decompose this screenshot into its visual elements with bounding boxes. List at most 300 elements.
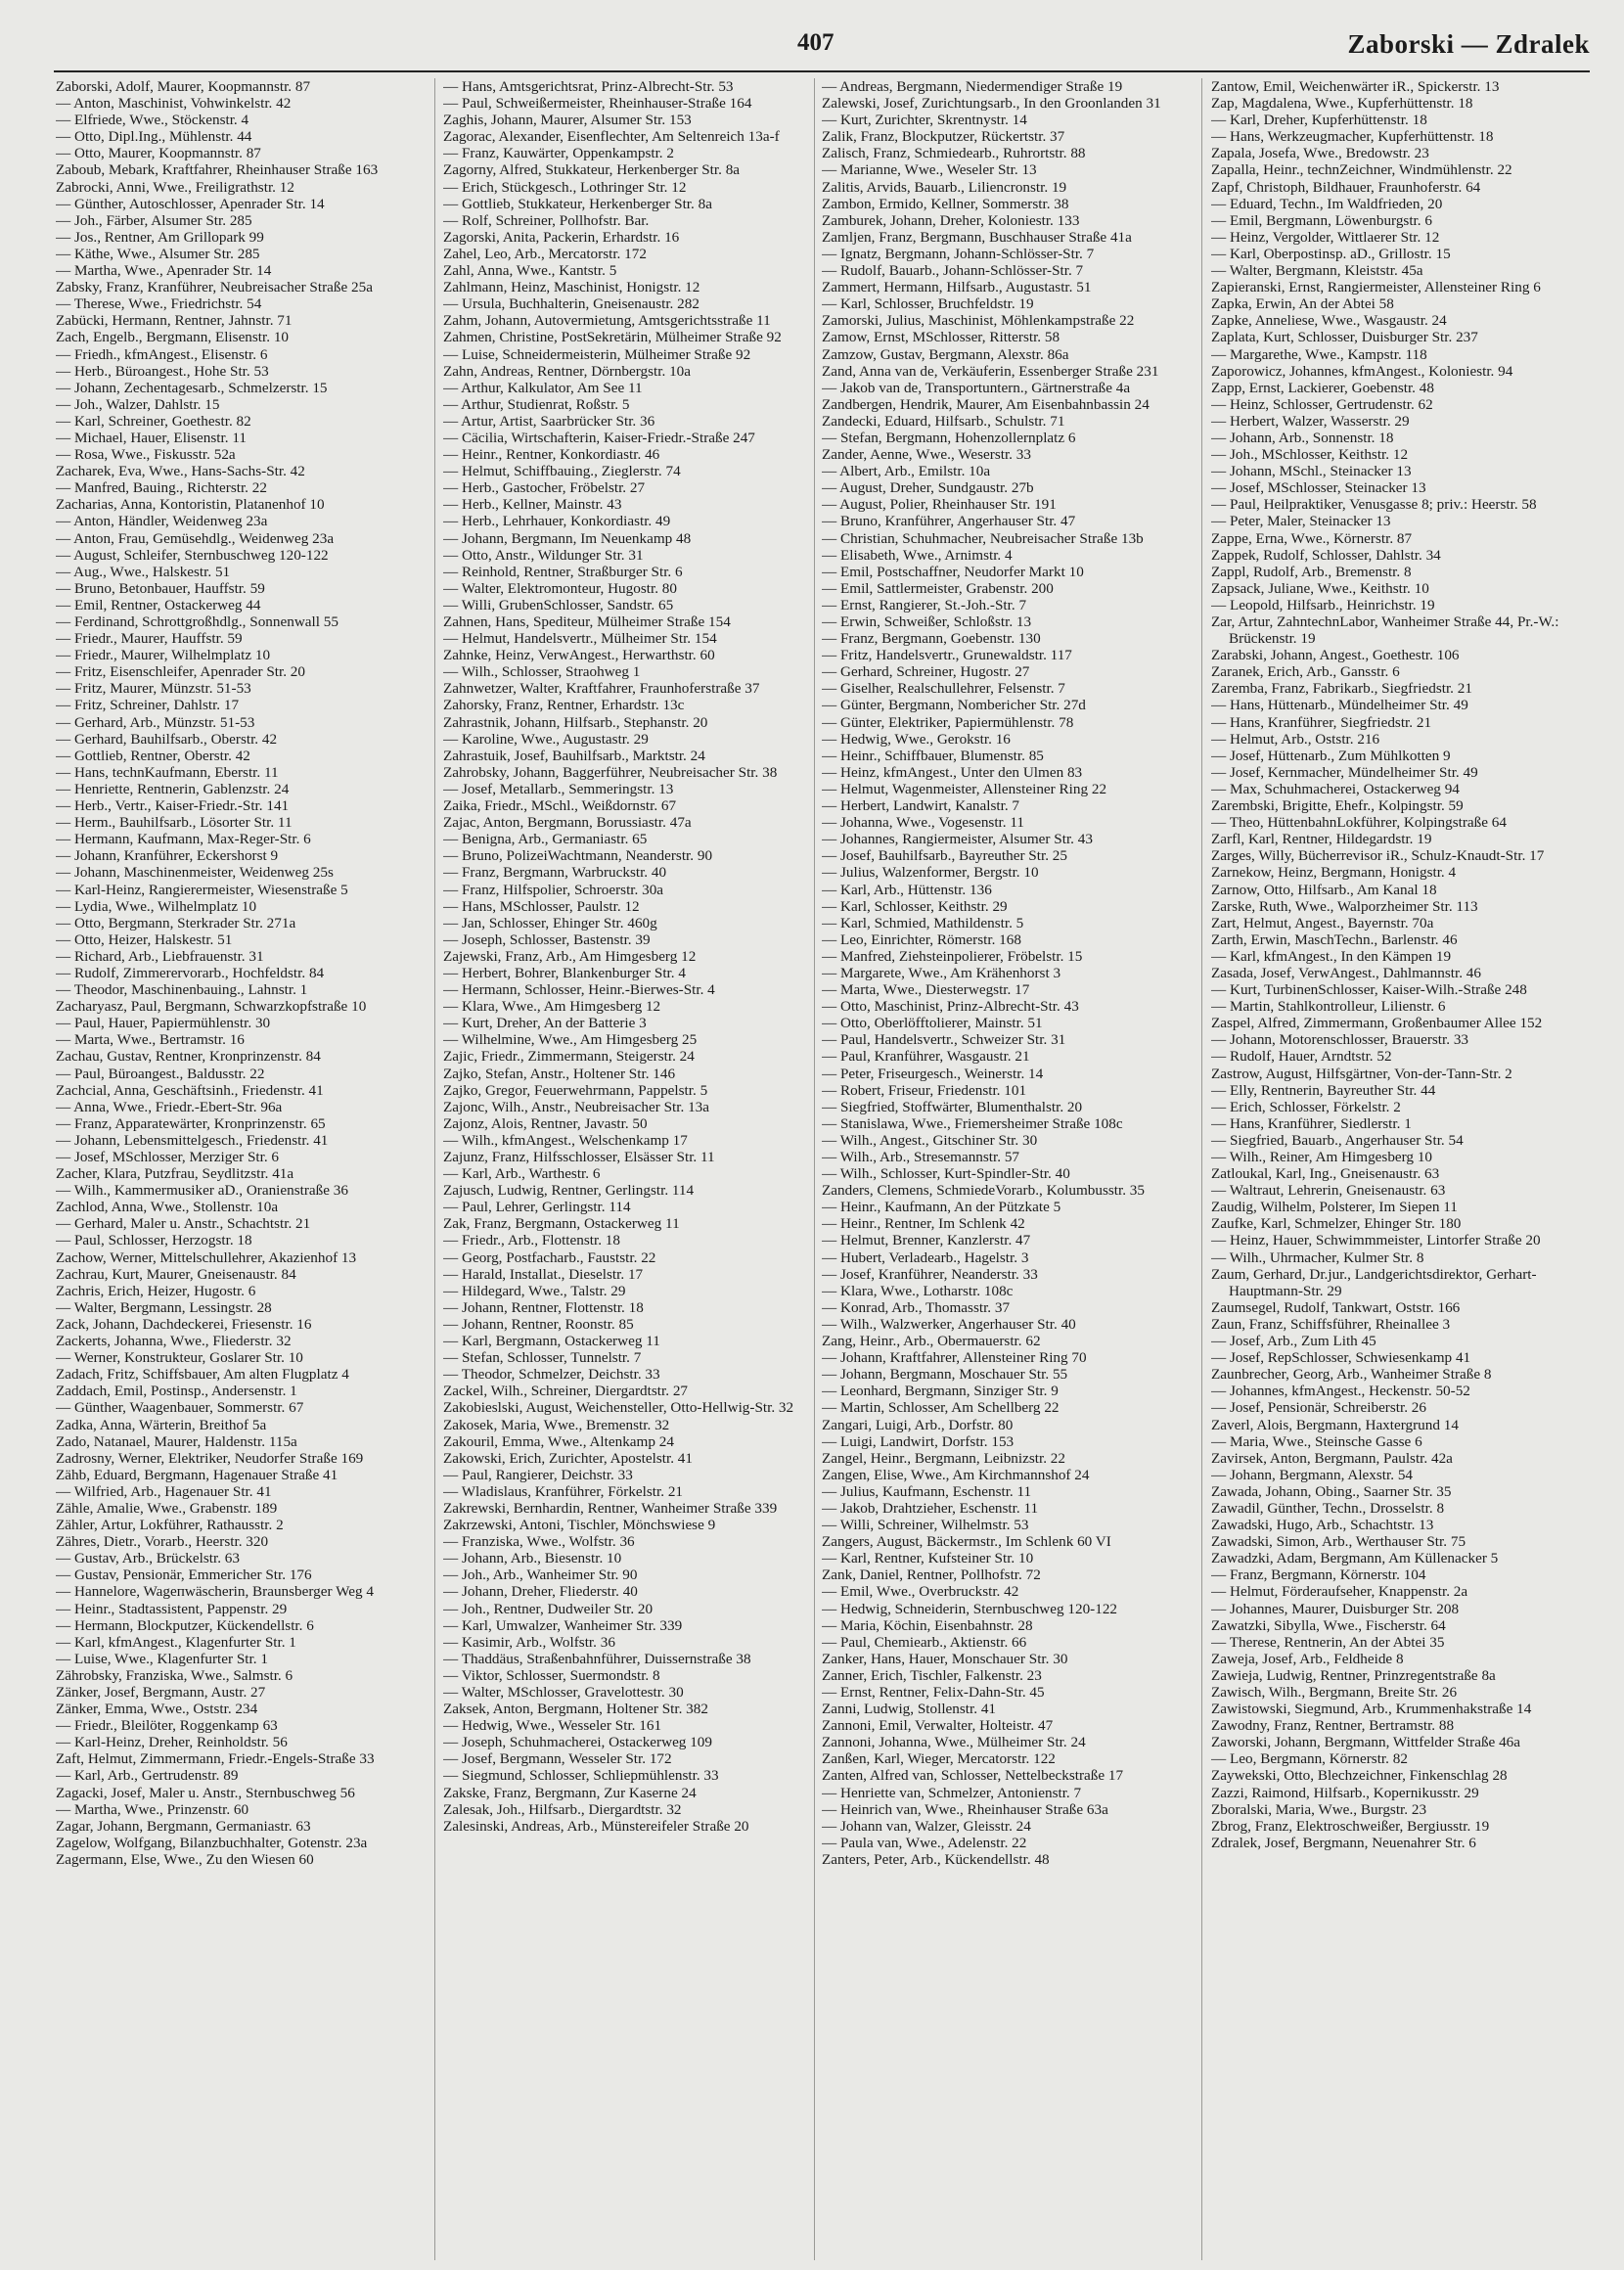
directory-entry: — Theo, HüttenbahnLokführer, Kolpingstraße 64	[1211, 814, 1507, 832]
directory-entry: — Gustav, Pensionär, Emmericher Str. 176	[56, 1566, 312, 1584]
directory-entry: — Otto, Heizer, Halskestr. 51	[56, 931, 233, 948]
directory-entry: Zakobieslski, August, Weichensteller, Otto-Hellwig-Str. 32	[443, 1399, 794, 1417]
directory-entry: — Maria, Wwe., Steinsche Gasse 6	[1211, 1432, 1422, 1450]
directory-entry: — Johann, MSchl., Steinacker 13	[1211, 463, 1412, 480]
directory-entry: Zawieja, Ludwig, Rentner, Prinzregentstraße 8a	[1211, 1666, 1496, 1684]
directory-entry: Zährobsky, Franziska, Wwe., Salmstr. 6	[56, 1666, 293, 1684]
directory-entry: — Walter, Elektromonteur, Hugostr. 80	[443, 579, 677, 597]
directory-entry: — Hermann, Kaufmann, Max-Reger-Str. 6	[56, 831, 311, 848]
directory-entry: Zaufke, Karl, Schmelzer, Ehinger Str. 180	[1211, 1215, 1462, 1233]
directory-entry: — Helmut, Förderaufseher, Knappenstr. 2a	[1211, 1583, 1468, 1601]
directory-entry: — Bruno, Kranführer, Angerhauser Str. 47	[822, 513, 1076, 530]
directory-entry: — Heinrich van, Wwe., Rheinhauser Straße 63a	[822, 1800, 1108, 1818]
directory-entry: — Jos., Rentner, Am Grillopark 99	[56, 228, 264, 246]
directory-entry: — Elly, Rentnerin, Bayreuther Str. 44	[1211, 1081, 1436, 1099]
directory-entry: — Karl, Arb., Hüttenstr. 136	[822, 881, 992, 898]
directory-entry: — Kurt, TurbinenSchlosser, Kaiser-Wilh.-Straße 248	[1211, 981, 1527, 999]
directory-entry: — Anton, Händler, Weidenweg 23a	[56, 513, 268, 530]
directory-entry: Zach, Engelb., Bergmann, Elisenstr. 10	[56, 329, 290, 346]
directory-entry: Zähle, Amalie, Wwe., Grabenstr. 189	[56, 1499, 278, 1517]
directory-entry: Zajonz, Alois, Rentner, Javastr. 50	[443, 1114, 648, 1132]
directory-entry: Zagorski, Anita, Packerin, Erhardstr. 16	[443, 228, 680, 246]
directory-entry: Zart, Helmut, Angest., Bayernstr. 70a	[1211, 914, 1434, 931]
directory-entry: — Hans, Kranführer, Siegfriedstr. 21	[1211, 713, 1432, 731]
directory-entry: — Josef, Metallarb., Semmeringstr. 13	[443, 780, 674, 797]
directory-entry: — Herb., Gastocher, Fröbelstr. 27	[443, 479, 646, 497]
directory-entry: — Erwin, Schweißer, Schloßstr. 13	[822, 613, 1032, 630]
directory-entry: — Kurt, Dreher, An der Batterie 3	[443, 1015, 647, 1032]
directory-entry: Zagacki, Josef, Maler u. Anstr., Sternbuschweg 56	[56, 1784, 355, 1801]
directory-entry: Zalisch, Franz, Schmiedearb., Ruhrortstr. 88	[822, 145, 1086, 162]
directory-entry: Zarges, Willy, Bücherrevisor iR., Schulz-Knaudt-Str. 17	[1211, 847, 1545, 865]
directory-entry: — Heinz, Vergolder, Wittlaerer Str. 12	[1211, 228, 1440, 246]
directory-entry: — Johannes, kfmAngest., Heckenstr. 50-52	[1211, 1383, 1470, 1400]
directory-entry: — Artur, Artist, Saarbrücker Str. 36	[443, 412, 655, 430]
directory-entry: Zajko, Gregor, Feuerwehrmann, Pappelstr. 5	[443, 1081, 708, 1099]
directory-entry: — Bruno, Betonbauer, Hauffstr. 59	[56, 579, 265, 597]
directory-entry: — Martha, Wwe., Prinzenstr. 60	[56, 1800, 249, 1818]
directory-entry: Zamorski, Julius, Maschinist, Möhlenkampstraße 22	[822, 312, 1135, 330]
directory-entry: — Wilh., Schlosser, Straohweg 1	[443, 663, 641, 681]
directory-entry: Zantow, Emil, Weichenwärter iR., Spickerstr. 13	[1211, 78, 1500, 95]
directory-entry: Zaddach, Emil, Postinsp., Andersenstr. 1	[56, 1383, 297, 1400]
directory-entry: Zahl, Anna, Wwe., Kantstr. 5	[443, 262, 617, 280]
directory-entry: Zanner, Erich, Tischler, Falkenstr. 23	[822, 1666, 1042, 1684]
directory-entry: Zaweja, Josef, Arb., Feldheide 8	[1211, 1650, 1404, 1667]
directory-entry: Zalesinski, Andreas, Arb., Münstereifeler Straße 20	[443, 1817, 749, 1835]
directory-entry: — Helmut, Wagenmeister, Allensteiner Ring 22	[822, 780, 1107, 797]
directory-entry: — Franz, Hilfspolier, Schroerstr. 30a	[443, 881, 664, 898]
directory-entry: — Otto, Dipl.Ing., Mühlenstr. 44	[56, 128, 252, 146]
page-number: 407	[797, 29, 835, 56]
directory-entry: — Stanislawa, Wwe., Friemersheimer Straße 108c	[822, 1114, 1123, 1132]
directory-entry: Zawatzki, Sibylla, Wwe., Fischerstr. 64	[1211, 1616, 1446, 1634]
directory-entry: Zangari, Luigi, Arb., Dorfstr. 80	[822, 1416, 1014, 1433]
directory-entry: — Paula van, Wwe., Adelenstr. 22	[822, 1834, 1027, 1851]
column-3	[822, 78, 1208, 2260]
directory-entry: Zajic, Friedr., Zimmermann, Steigerstr. 24	[443, 1048, 695, 1066]
directory-entry: Zar, Artur, ZahntechnLabor, Wanheimer Straße 44, Pr.-W.: Brückenstr. 19	[1211, 613, 1559, 648]
directory-entry: Zajonc, Wilh., Anstr., Neubreisacher Str. 13a	[443, 1098, 710, 1115]
directory-entry: — Benigna, Arb., Germaniastr. 65	[443, 831, 648, 848]
directory-entry: Zarske, Ruth, Wwe., Walporzheimer Str. 113	[1211, 897, 1478, 915]
directory-entry: Zamow, Ernst, MSchlosser, Ritterstr. 58	[822, 329, 1060, 346]
directory-entry: Zamzow, Gustav, Bergmann, Alexstr. 86a	[822, 345, 1069, 363]
column-divider	[1201, 78, 1202, 2260]
directory-entry: Zapsack, Juliane, Wwe., Keithstr. 10	[1211, 579, 1429, 597]
directory-entry: — Emil, Rentner, Ostackerweg 44	[56, 596, 261, 613]
directory-entry: — Jakob van de, Transportuntern., Gärtnerstraße 4a	[822, 379, 1131, 396]
directory-entry: Zaporowicz, Johannes, kfmAngest., Koloniestr. 94	[1211, 362, 1513, 380]
directory-entry: Zahlmann, Heinz, Maschinist, Honigstr. 12	[443, 279, 700, 296]
directory-entry: — Siegfried, Bauarb., Angerhauser Str. 54	[1211, 1131, 1464, 1149]
directory-entry: Zambon, Ermido, Kellner, Sommerstr. 38	[822, 195, 1069, 212]
directory-entry: — Friedh., kfmAngest., Elisenstr. 6	[56, 345, 268, 363]
directory-entry: Zasada, Josef, VerwAngest., Dahlmannstr. 46	[1211, 964, 1481, 981]
directory-entry: Zank, Daniel, Rentner, Pollhofstr. 72	[822, 1566, 1041, 1584]
directory-entry: Zahmen, Christine, PostSekretärin, Mülheimer Straße 92	[443, 329, 782, 346]
directory-entry: Zanders, Clemens, SchmiedeVorarb., Kolumbusstr. 35	[822, 1182, 1145, 1200]
directory-entry: — Paul, Büroangest., Baldusstr. 22	[56, 1065, 265, 1082]
directory-entry: — Wilfried, Arb., Hagenauer Str. 41	[56, 1482, 272, 1500]
directory-entry: — Anna, Wwe., Friedr.-Ebert-Str. 96a	[56, 1098, 283, 1115]
directory-entry: Zaywekski, Otto, Blechzeichner, Finkenschlag 28	[1211, 1767, 1508, 1785]
directory-entry: Zajewski, Franz, Arb., Am Himgesberg 12	[443, 947, 697, 965]
directory-entry: — Wilh., Reiner, Am Himgesberg 10	[1211, 1149, 1433, 1165]
directory-entry: — Johann, Bergmann, Im Neuenkamp 48	[443, 529, 692, 547]
directory-entry: Zahorsky, Franz, Rentner, Erhardstr. 13c	[443, 697, 685, 714]
directory-entry: — Cäcilia, Wirtschafterin, Kaiser-Friedr.-Straße 247	[443, 429, 755, 446]
directory-entry: — Johann, Dreher, Fliederstr. 40	[443, 1583, 638, 1601]
directory-entry: — Günter, Bergmann, Nombericher Str. 27d	[822, 697, 1086, 714]
directory-entry: — Johann, Kraftfahrer, Allensteiner Ring 70	[822, 1349, 1087, 1367]
directory-entry: — Franz, Bergmann, Goebenstr. 130	[822, 630, 1041, 648]
directory-entry: — Herb., Lehrhauer, Konkordiastr. 49	[443, 513, 671, 530]
directory-entry: — Wilh., Schlosser, Kurt-Spindler-Str. 40	[822, 1165, 1070, 1183]
directory-entry: Zahnke, Heinz, VerwAngest., Herwarthstr. 60	[443, 647, 715, 664]
directory-entry: — Gerhard, Bauhilfsarb., Oberstr. 42	[56, 730, 278, 748]
directory-entry: — Karl, Arb., Warthestr. 6	[443, 1165, 601, 1183]
directory-entry: Zaverl, Alois, Bergmann, Haxtergrund 14	[1211, 1416, 1459, 1433]
directory-entry: — Lydia, Wwe., Wilhelmplatz 10	[56, 897, 257, 915]
directory-entry: — Paul, Hauer, Papiermühlenstr. 30	[56, 1015, 271, 1032]
directory-entry: Zaft, Helmut, Zimmermann, Friedr.-Engels-Straße 33	[56, 1750, 375, 1768]
directory-entry: Zaika, Friedr., MSchl., Weißdornstr. 67	[443, 797, 677, 815]
column-2	[443, 78, 830, 2260]
directory-entry: Zangel, Heinr., Bergmann, Leibnizstr. 22	[822, 1449, 1065, 1467]
directory-entry: — Aug., Wwe., Halskestr. 51	[56, 563, 231, 580]
directory-entry: Zatloukal, Karl, Ing., Gneisenaustr. 63	[1211, 1165, 1440, 1183]
directory-entry: — Josef, Kernmacher, Mündelheimer Str. 49	[1211, 763, 1478, 781]
directory-entry: — Günther, Waagenbauer, Sommerstr. 67	[56, 1399, 304, 1417]
directory-entry: — Franziska, Wwe., Wolfstr. 36	[443, 1533, 635, 1551]
directory-entry: — Hubert, Verladearb., Hagelstr. 3	[822, 1248, 1029, 1266]
directory-entry: Zanni, Ludwig, Stollenstr. 41	[822, 1701, 997, 1718]
directory-entry: — Karl, kfmAngest., In den Kämpen 19	[1211, 947, 1452, 965]
directory-entry: — Karl, Schreiner, Goethestr. 82	[56, 412, 251, 430]
directory-entry: — Karl, Bergmann, Ostackerweg 11	[443, 1333, 660, 1350]
directory-entry: Zahrastuik, Josef, Bauhilfsarb., Marktstr. 24	[443, 747, 705, 764]
directory-entry: — Henriette, Rentnerin, Gablenzstr. 24	[56, 780, 290, 797]
directory-entry: — Günther, Autoschlosser, Apenrader Str. 14	[56, 195, 325, 212]
directory-entry: — Friedr., Maurer, Wilhelmplatz 10	[56, 647, 271, 664]
directory-entry: — Hans, Hüttenarb., Mündelheimer Str. 49	[1211, 697, 1468, 714]
directory-entry: — Manfred, Bauing., Richterstr. 22	[56, 479, 267, 497]
directory-entry: — Hedwig, Wwe., Gerokstr. 16	[822, 730, 1011, 748]
directory-entry: — Max, Schuhmacherei, Ostackerweg 94	[1211, 780, 1460, 797]
directory-entry: — Walter, Bergmann, Kleiststr. 45a	[1211, 262, 1423, 280]
directory-entry: — Wilh., kfmAngest., Welschenkamp 17	[443, 1131, 688, 1149]
directory-entry: Zammert, Hermann, Hilfsarb., Augustastr. 51	[822, 279, 1092, 296]
directory-entry: — Joseph, Schlosser, Bastenstr. 39	[443, 931, 651, 948]
directory-entry: — August, Polier, Rheinhauser Str. 191	[822, 496, 1057, 514]
directory-entry: Zandecki, Eduard, Hilfsarb., Schulstr. 71	[822, 412, 1065, 430]
directory-entry: — Jan, Schlosser, Ehinger Str. 460g	[443, 914, 657, 931]
directory-entry: — Johann, Bergmann, Moschauer Str. 55	[822, 1366, 1068, 1384]
directory-entry: — Paul, Chemiearb., Aktienstr. 66	[822, 1633, 1027, 1651]
directory-entry: Zachau, Gustav, Rentner, Kronprinzenstr. 84	[56, 1048, 321, 1066]
directory-entry: — Waltraut, Lehrerin, Gneisenaustr. 63	[1211, 1182, 1446, 1200]
directory-entry: — Walter, MSchlosser, Gravelottestr. 30	[443, 1684, 684, 1701]
directory-entry: Zacharias, Anna, Kontoristin, Platanenhof 10	[56, 496, 325, 514]
directory-entry: — Hans, Kranführer, Siedlerstr. 1	[1211, 1114, 1412, 1132]
directory-entry: Zangen, Elise, Wwe., Am Kirchmannshof 24	[822, 1466, 1090, 1483]
directory-entry: Zabrocki, Anni, Wwe., Freiligrathstr. 12	[56, 178, 294, 196]
directory-entry: — Joh., MSchlosser, Keithstr. 12	[1211, 446, 1409, 464]
directory-entry: — Otto, Oberlöfftolierer, Mainstr. 51	[822, 1015, 1043, 1032]
directory-entry: Zawadzki, Adam, Bergmann, Am Küllenacker 5	[1211, 1550, 1499, 1567]
directory-entry: Zanker, Hans, Hauer, Monschauer Str. 30	[822, 1650, 1068, 1667]
directory-entry: — Anton, Maschinist, Vohwinkelstr. 42	[56, 95, 292, 113]
directory-entry: Zackel, Wilh., Schreiner, Diergardtstr. 27	[443, 1383, 689, 1400]
directory-entry: Zazzi, Raimond, Hilfsarb., Kopernikusstr. 29	[1211, 1784, 1479, 1801]
directory-entry: — Karl, Umwalzer, Wanheimer Str. 339	[443, 1616, 683, 1634]
directory-entry: — Karl, kfmAngest., Klagenfurter Str. 1	[56, 1633, 296, 1651]
directory-entry: — Hans, Amtsgerichtsrat, Prinz-Albrecht-Str. 53	[443, 78, 734, 95]
directory-entry: Zakosek, Maria, Wwe., Bremenstr. 32	[443, 1416, 670, 1433]
directory-entry: — Therese, Wwe., Friedrichstr. 54	[56, 295, 262, 313]
directory-entry: — Willi, Schreiner, Wilhelmstr. 53	[822, 1517, 1029, 1534]
directory-entry: — Martin, Schlosser, Am Schellberg 22	[822, 1399, 1060, 1417]
directory-entry: — Helmut, Arb., Oststr. 216	[1211, 730, 1380, 748]
directory-entry: — Paul, Lehrer, Gerlingstr. 114	[443, 1199, 631, 1216]
directory-entry: — Gerhard, Maler u. Anstr., Schachtstr. 21	[56, 1215, 311, 1233]
directory-entry: Zabücki, Hermann, Rentner, Jahnstr. 71	[56, 312, 293, 330]
directory-entry: Zapieranski, Ernst, Rangiermeister, Allensteiner Ring 6	[1211, 279, 1541, 296]
directory-entry: — Otto, Anstr., Wildunger Str. 31	[443, 546, 644, 564]
directory-entry: — Emil, Sattlermeister, Grabenstr. 200	[822, 579, 1054, 597]
column-divider	[434, 78, 435, 2260]
directory-entry: — Herbert, Landwirt, Kanalstr. 7	[822, 797, 1020, 815]
directory-entry: — Franz, Apparatewärter, Kronprinzenstr. 65	[56, 1114, 326, 1132]
directory-entry: Zboralski, Maria, Wwe., Burgstr. 23	[1211, 1800, 1427, 1818]
directory-entry: — Henriette van, Schmelzer, Antonienstr. 7	[822, 1784, 1082, 1801]
directory-entry: — Hans, Werkzeugmacher, Kupferhüttenstr. 18	[1211, 128, 1494, 146]
directory-entry: — Siegmund, Schlosser, Schliepmühlenstr. 33	[443, 1767, 719, 1785]
directory-entry: Zapka, Erwin, An der Abtei 58	[1211, 295, 1394, 313]
column-divider	[814, 78, 815, 2260]
directory-entry: — Hans, technKaufmann, Eberstr. 11	[56, 763, 279, 781]
directory-entry: Zastrow, August, Hilfsgärtner, Von-der-Tann-Str. 2	[1211, 1065, 1512, 1082]
directory-entry: Zakrzewski, Antoni, Tischler, Mönchswiese 9	[443, 1517, 716, 1534]
directory-entry: Zaworski, Johann, Bergmann, Wittfelder Straße 46a	[1211, 1734, 1520, 1751]
directory-entry: — Marta, Wwe., Diesterwegstr. 17	[822, 981, 1030, 999]
directory-entry: — Thaddäus, Straßenbahnführer, Duissernstraße 38	[443, 1650, 751, 1667]
directory-entry: — Franz, Kauwärter, Oppenkampstr. 2	[443, 145, 674, 162]
directory-entry: — Otto, Maschinist, Prinz-Albrecht-Str. 43	[822, 998, 1079, 1016]
directory-entry: — Heinr., Stadtassistent, Pappenstr. 29	[56, 1600, 288, 1617]
directory-entry: — Wilh., Uhrmacher, Kulmer Str. 8	[1211, 1248, 1424, 1266]
directory-entry: — Johann, Bergmann, Alexstr. 54	[1211, 1466, 1414, 1483]
directory-entry: Zagermann, Else, Wwe., Zu den Wiesen 60	[56, 1850, 314, 1868]
directory-entry: — Heinr., Kaufmann, An der Pützkate 5	[822, 1199, 1061, 1216]
directory-entry: — Günter, Elektriker, Papiermühlenstr. 78	[822, 713, 1074, 731]
directory-entry: Zang, Heinr., Arb., Obermauerstr. 62	[822, 1333, 1041, 1350]
directory-entry: — Ursula, Buchhalterin, Gneisenaustr. 282	[443, 295, 699, 313]
directory-entry: Zawisch, Wilh., Bergmann, Breite Str. 26	[1211, 1684, 1458, 1701]
directory-entry: Zaksek, Anton, Bergmann, Holtener Str. 382	[443, 1701, 708, 1718]
directory-entry: — Leonhard, Bergmann, Sinziger Str. 9	[822, 1383, 1059, 1400]
directory-entry: — Joh., Walzer, Dahlstr. 15	[56, 395, 220, 413]
directory-entry: — Josef, Arb., Zum Lith 45	[1211, 1333, 1376, 1350]
directory-entry: — Herm., Bauhilfsarb., Lösorter Str. 11	[56, 814, 293, 832]
column-1	[56, 78, 442, 2260]
directory-entry: — Wilh., Walzwerker, Angerhauser Str. 40	[822, 1315, 1076, 1333]
directory-entry: — Margarethe, Wwe., Kampstr. 118	[1211, 345, 1427, 363]
directory-entry: — Arthur, Kalkulator, Am See 11	[443, 379, 643, 396]
directory-entry: — Fritz, Schreiner, Dahlstr. 17	[56, 697, 240, 714]
directory-entry: — Willi, GrubenSchlosser, Sandstr. 65	[443, 596, 674, 613]
directory-entry: Zalewski, Josef, Zurichtungsarb., In den Groonlanden 31	[822, 95, 1161, 113]
directory-entry: Zander, Aenne, Wwe., Weserstr. 33	[822, 446, 1031, 464]
directory-entry: Zajko, Stefan, Anstr., Holtener Str. 146	[443, 1065, 676, 1082]
directory-entry: — Theodor, Maschinenbauing., Lahnstr. 1	[56, 981, 308, 999]
directory-entry: Zadach, Fritz, Schiffsbauer, Am alten Flugplatz 4	[56, 1366, 349, 1384]
directory-entry: Zahm, Johann, Autovermietung, Amtsgerichtsstraße 11	[443, 312, 771, 330]
directory-entry: — Elfriede, Wwe., Stöckenstr. 4	[56, 112, 249, 129]
directory-entry: Zamburek, Johann, Dreher, Koloniestr. 133	[822, 211, 1080, 229]
directory-entry: — Josef, Kranführer, Neanderstr. 33	[822, 1265, 1038, 1283]
directory-entry: — Luise, Schneidermeisterin, Mülheimer Straße 92	[443, 345, 751, 363]
directory-entry: — Johann, Rentner, Flottenstr. 18	[443, 1298, 644, 1316]
directory-entry: Zapp, Ernst, Lackierer, Goebenstr. 48	[1211, 379, 1434, 396]
directory-entry: Zapalla, Heinr., technZeichner, Windmühlenstr. 22	[1211, 161, 1512, 179]
directory-entry: — Friedr., Bleilöter, Roggenkamp 63	[56, 1717, 278, 1735]
directory-entry: Zawistowski, Siegmund, Arb., Krummenhakstraße 14	[1211, 1701, 1532, 1718]
directory-entry: Zangers, August, Bäckermstr., Im Schlenk 60 VI	[822, 1533, 1111, 1551]
directory-entry: — Karl, Schlosser, Keithstr. 29	[822, 897, 1008, 915]
directory-entry: — Johann, Rentner, Roonstr. 85	[443, 1315, 634, 1333]
directory-entry: — Konrad, Arb., Thomasstr. 37	[822, 1298, 1011, 1316]
directory-entry: Zachow, Werner, Mittelschullehrer, Akazienhof 13	[56, 1248, 357, 1266]
directory-entry: Zack, Johann, Dachdeckerei, Friesenstr. 16	[56, 1315, 312, 1333]
directory-entry: Zap, Magdalena, Wwe., Kupferhüttenstr. 18	[1211, 95, 1473, 113]
directory-entry: — Martin, Stahlkontrolleur, Lilienstr. 6	[1211, 998, 1446, 1016]
directory-entry: — Hedwig, Schneiderin, Sternbuschweg 120-122	[822, 1600, 1118, 1617]
directory-entry: — Johann, Motorenschlosser, Brauerstr. 33	[1211, 1031, 1469, 1049]
directory-entry: Zachrau, Kurt, Maurer, Gneisenaustr. 84	[56, 1265, 296, 1283]
directory-entry: — Josef, Bergmann, Wesseler Str. 172	[443, 1750, 672, 1768]
directory-entry: — Josef, MSchlosser, Steinacker 13	[1211, 479, 1426, 497]
directory-entry: — Josef, Pensionär, Schreiberstr. 26	[1211, 1399, 1426, 1417]
directory-entry: Zachcial, Anna, Geschäftsinh., Friedenstr. 41	[56, 1081, 324, 1099]
directory-entry: — Martha, Wwe., Apenrader Str. 14	[56, 262, 272, 280]
directory-entry: — Otto, Maurer, Koopmannstr. 87	[56, 145, 261, 162]
directory-entry: Zapke, Anneliese, Wwe., Wasgaustr. 24	[1211, 312, 1447, 330]
directory-entry: — Helmut, Handelsvertr., Mülheimer Str. 154	[443, 630, 717, 648]
directory-entry: — Gerhard, Schreiner, Hugostr. 27	[822, 663, 1030, 681]
directory-entry: — Georg, Postfacharb., Fauststr. 22	[443, 1248, 656, 1266]
directory-entry: — Fritz, Maurer, Münzstr. 51-53	[56, 680, 251, 698]
directory-entry: — Marta, Wwe., Bertramstr. 16	[56, 1031, 245, 1049]
directory-entry: Zahnen, Hans, Spediteur, Mülheimer Straße 154	[443, 613, 731, 630]
directory-entry: Zagelow, Wolfgang, Bilanzbuchhalter, Gotenstr. 23a	[56, 1834, 368, 1851]
directory-entry: — Julius, Walzenformer, Bergstr. 10	[822, 864, 1039, 882]
directory-entry: Zaumsegel, Rudolf, Tankwart, Oststr. 166	[1211, 1298, 1461, 1316]
directory-entry: — Peter, Friseurgesch., Weinerstr. 14	[822, 1065, 1044, 1082]
directory-entry: Zahel, Leo, Arb., Mercatorstr. 172	[443, 245, 647, 262]
directory-entry: — Wladislaus, Kranführer, Förkelstr. 21	[443, 1482, 684, 1500]
directory-entry: Zajusch, Ludwig, Rentner, Gerlingstr. 114	[443, 1182, 695, 1200]
directory-entry: Zähres, Dietr., Vorarb., Heerstr. 320	[56, 1533, 269, 1551]
directory-entry: — Karl, Dreher, Kupferhüttenstr. 18	[1211, 112, 1427, 129]
directory-entry: — Friedr., Maurer, Hauffstr. 59	[56, 630, 243, 648]
directory-entry: — Luigi, Landwirt, Dorfstr. 153	[822, 1432, 1015, 1450]
directory-entry: — Heinr., Rentner, Konkordiastr. 46	[443, 446, 660, 464]
directory-entry: Zagar, Johann, Bergmann, Germaniastr. 63	[56, 1817, 311, 1835]
directory-entry: — Hildegard, Wwe., Talstr. 29	[443, 1282, 626, 1299]
directory-entry: — Therese, Rentnerin, An der Abtei 35	[1211, 1633, 1445, 1651]
directory-entry: — Hans, MSchlosser, Paulstr. 12	[443, 897, 640, 915]
directory-entry: Zawada, Johann, Obing., Saarner Str. 35	[1211, 1482, 1452, 1500]
directory-entry: — Joh., Färber, Alsumer Str. 285	[56, 211, 252, 229]
directory-entry: Zaboub, Mebark, Kraftfahrer, Rheinhauser Straße 163	[56, 161, 379, 179]
directory-entry: — Paul, Handelsvertr., Schweizer Str. 31	[822, 1031, 1066, 1049]
directory-entry: — Helmut, Brenner, Kanzlerstr. 47	[822, 1232, 1031, 1249]
directory-entry: — Franz, Bergmann, Körnerstr. 104	[1211, 1566, 1426, 1584]
directory-entry: Zarnekow, Heinz, Bergmann, Honigstr. 4	[1211, 864, 1457, 882]
directory-entry: — Käthe, Wwe., Alsumer Str. 285	[56, 245, 260, 262]
directory-entry: — Michael, Hauer, Elisenstr. 11	[56, 429, 247, 446]
directory-entry: — Hermann, Blockputzer, Kückendellstr. 6	[56, 1616, 314, 1634]
directory-entry: — Andreas, Bergmann, Niedermendiger Straße 19	[822, 78, 1123, 95]
directory-entry: — Stefan, Schlosser, Tunnelstr. 7	[443, 1349, 642, 1367]
directory-entry: — Heinr., Rentner, Im Schlenk 42	[822, 1215, 1025, 1233]
directory-entry: — Fritz, Handelsvertr., Grunewaldstr. 117	[822, 647, 1072, 664]
directory-entry: — Theodor, Schmelzer, Deichstr. 33	[443, 1366, 660, 1384]
directory-entry: — Joseph, Schuhmacherei, Ostackerweg 109	[443, 1734, 712, 1751]
directory-entry: Zaunbrecher, Georg, Arb., Wanheimer Straße 8	[1211, 1366, 1492, 1384]
directory-entry: — Klara, Wwe., Lotharstr. 108c	[822, 1282, 1014, 1299]
directory-entry: Zalik, Franz, Blockputzer, Rückertstr. 37	[822, 128, 1065, 146]
directory-entry: Zarfl, Karl, Rentner, Hildegardstr. 19	[1211, 831, 1432, 848]
directory-entry: — Johann, Arb., Sonnenstr. 18	[1211, 429, 1394, 446]
directory-entry: — Heinz, Schlosser, Gertrudenstr. 62	[1211, 395, 1433, 413]
directory-entry: — Johann van, Walzer, Gleisstr. 24	[822, 1817, 1031, 1835]
directory-entry: — Paul, Heilpraktiker, Venusgasse 8; priv.: Heerstr. 58	[1211, 496, 1537, 514]
directory-entry: — Stefan, Bergmann, Hohenzollernplatz 6	[822, 429, 1076, 446]
directory-entry: — Giselher, Realschullehrer, Felsenstr. 7	[822, 680, 1065, 698]
directory-entry: Zdralek, Josef, Bergmann, Neuenahrer Str. 6	[1211, 1834, 1476, 1851]
directory-entry: — Johann, Maschinenmeister, Weidenweg 25s	[56, 864, 334, 882]
directory-entry: — Josef, Hüttenarb., Zum Mühlkotten 9	[1211, 747, 1451, 764]
directory-entry: — Erich, Schlosser, Förkelstr. 2	[1211, 1098, 1401, 1115]
directory-entry: Zaun, Franz, Schiffsführer, Rheinallee 3	[1211, 1315, 1451, 1333]
directory-entry: Zanßen, Karl, Wieger, Mercatorstr. 122	[822, 1750, 1056, 1768]
directory-entry: — Peter, Maler, Steinacker 13	[1211, 513, 1391, 530]
directory-entry: — Hermann, Schlosser, Heinr.-Bierwes-Str. 4	[443, 981, 715, 999]
directory-entry: Zak, Franz, Bergmann, Ostackerweg 11	[443, 1215, 680, 1233]
directory-entry: — Emil, Wwe., Overbruckstr. 42	[822, 1583, 1019, 1601]
directory-entry: — Gustav, Arb., Brückelstr. 63	[56, 1550, 240, 1567]
directory-entry: — Kasimir, Arb., Wolfstr. 36	[443, 1633, 615, 1651]
directory-entry: Zaghis, Johann, Maurer, Alsumer Str. 153	[443, 112, 692, 129]
directory-entry: — Johannes, Maurer, Duisburger Str. 208	[1211, 1600, 1460, 1617]
directory-entry: Zakrewski, Bernhardin, Rentner, Wanheimer Straße 339	[443, 1499, 778, 1517]
directory-entry: Zannoni, Emil, Verwalter, Holteistr. 47	[822, 1717, 1054, 1735]
directory-entry: — Josef, MSchlosser, Merziger Str. 6	[56, 1149, 280, 1165]
directory-entry: Zakske, Franz, Bergmann, Zur Kaserne 24	[443, 1784, 697, 1801]
directory-entry: — Heinz, kfmAngest., Unter den Ulmen 83	[822, 763, 1083, 781]
directory-entry: — Johann, Lebensmittelgesch., Friedenstr. 41	[56, 1131, 329, 1149]
directory-entry: Zadka, Anna, Wärterin, Breithof 5a	[56, 1416, 267, 1433]
directory-entry: Zappe, Erna, Wwe., Körnerstr. 87	[1211, 529, 1413, 547]
directory-entry: Zachris, Erich, Heizer, Hugostr. 6	[56, 1282, 256, 1299]
directory-entry: Zahrobsky, Johann, Baggerführer, Neubreisacher Str. 38	[443, 763, 778, 781]
directory-entry: — Herbert, Bohrer, Blankenburger Str. 4	[443, 964, 686, 981]
directory-entry: Zahrastnik, Johann, Hilfsarb., Stephanstr. 20	[443, 713, 708, 731]
directory-entry: — Johann, Arb., Biesenstr. 10	[443, 1550, 622, 1567]
